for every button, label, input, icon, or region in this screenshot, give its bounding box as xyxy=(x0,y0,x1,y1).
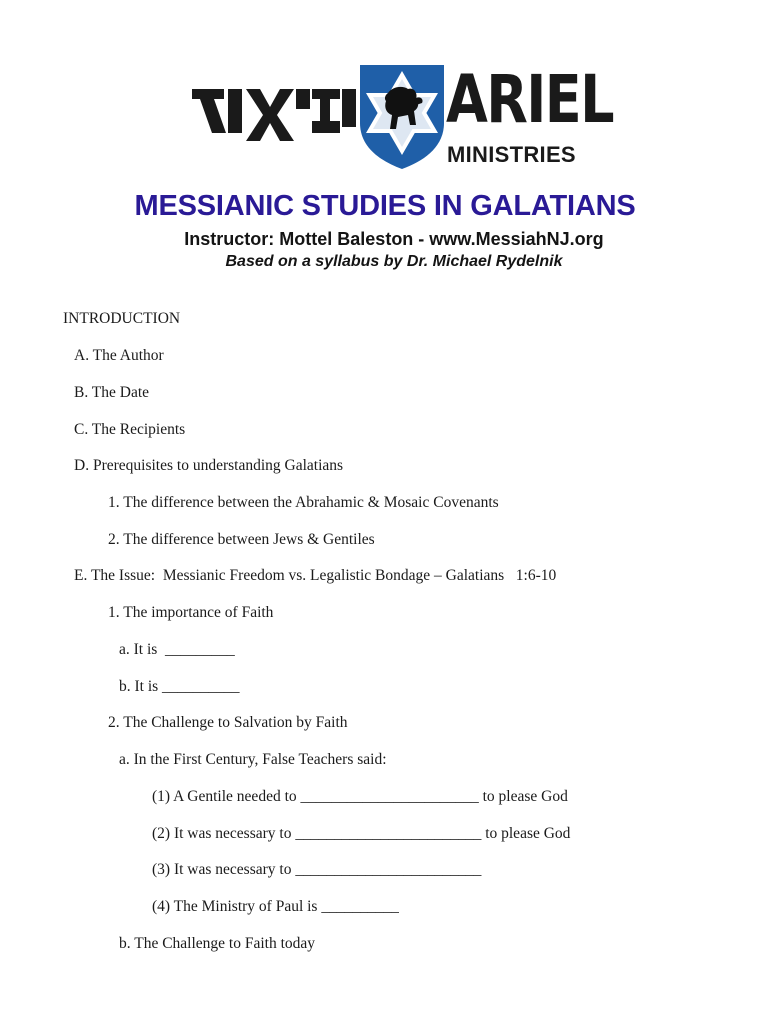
ministries-wordmark: MINISTRIES xyxy=(447,142,576,167)
instructor-line: Instructor: Mottel Baleston - www.MessiahNJ.org xyxy=(184,229,604,249)
outline-item-e2a: a. In the First Century, False Teachers said: xyxy=(119,751,387,768)
outline-item-e1b: b. It is __________ xyxy=(119,678,240,695)
outline-item-e2a2: (2) It was necessary to ________________________ to please God xyxy=(152,825,571,842)
hebrew-wordmark-logo xyxy=(188,81,358,155)
page-title: MESSIANIC STUDIES IN GALATIANS xyxy=(134,190,636,222)
outline-item-d: D. Prerequisites to understanding Galatians xyxy=(74,457,344,474)
outline-item-e: E. The Issue: Messianic Freedom vs. Legalistic Bondage – Galatians 1:6-10 xyxy=(74,567,557,584)
outline-item-e1: 1. The importance of Faith xyxy=(108,604,274,621)
outline-item-d2: 2. The difference between Jews & Gentiles xyxy=(108,531,375,548)
outline-item-e1a: a. It is _________ xyxy=(119,641,235,658)
outline-item-d1: 1. The difference between the Abrahamic & Mosaic Covenants xyxy=(108,494,499,511)
syllabus-credit: Based on a syllabus by Dr. Michael Rydelnik xyxy=(225,253,563,270)
outline-item-e2b: b. The Challenge to Faith today xyxy=(119,935,316,952)
lion-shield-icon xyxy=(358,63,446,171)
outline-item-e2: 2. The Challenge to Salvation by Faith xyxy=(108,714,348,731)
outline-item-b: B. The Date xyxy=(74,384,150,401)
outline-item-e2a1: (1) A Gentile needed to _______________________ to please God xyxy=(152,788,568,805)
outline-item-a: A. The Author xyxy=(74,347,164,364)
outline-item-e2a4: (4) The Ministry of Paul is __________ xyxy=(152,898,399,915)
ariel-ministries-logo xyxy=(188,61,613,171)
outline-item-c: C. The Recipients xyxy=(74,421,186,438)
outline-heading-introduction: INTRODUCTION xyxy=(63,310,181,327)
ariel-wordmark: ARIEL xyxy=(446,61,613,138)
outline-item-e2a3: (3) It was necessary to ________________________ xyxy=(152,861,482,878)
